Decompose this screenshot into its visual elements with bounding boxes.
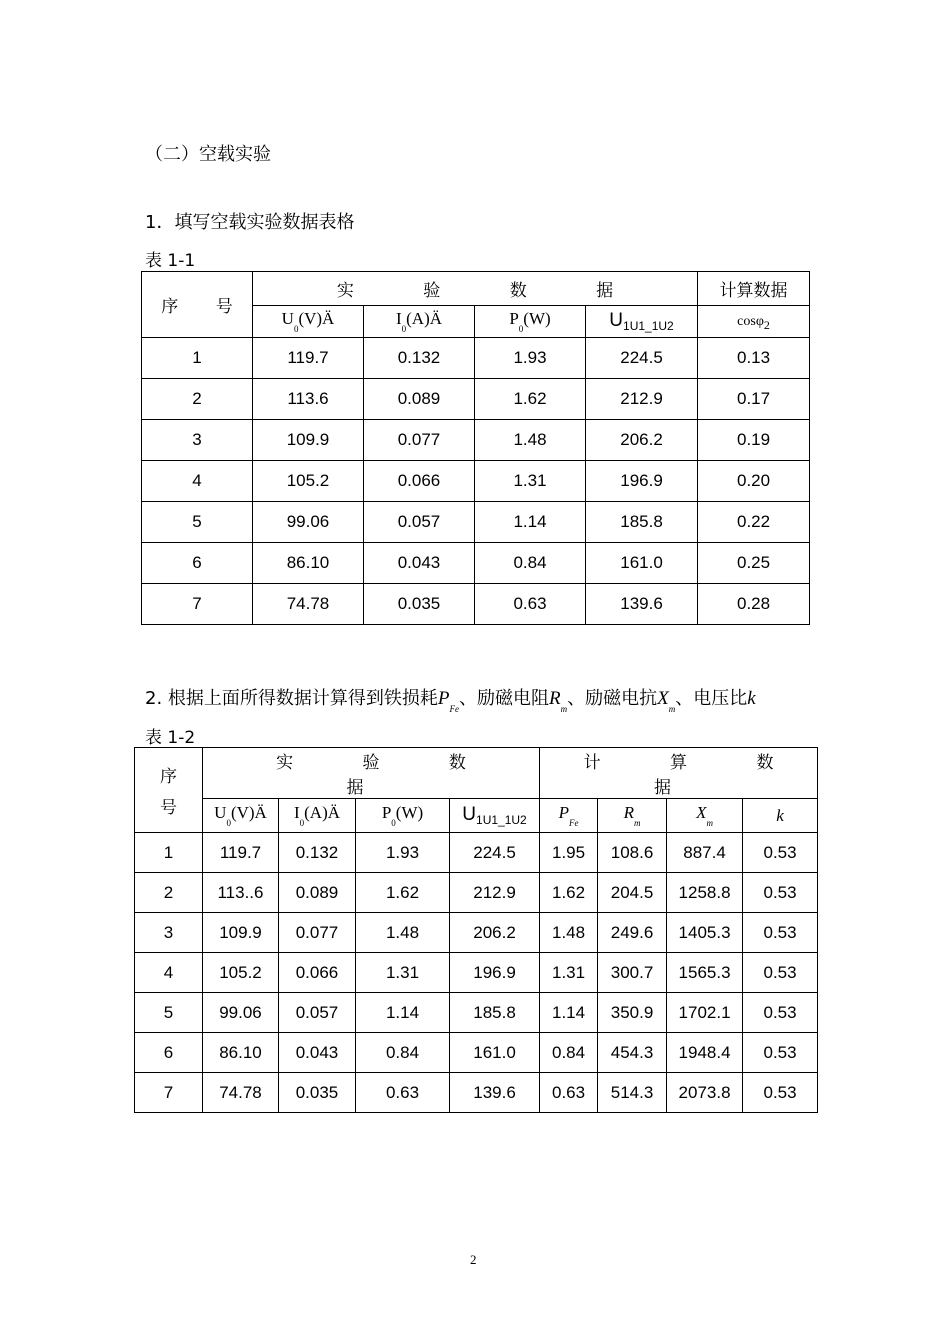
table-cell: 454.3 — [598, 1033, 667, 1073]
table-cell: 1.93 — [356, 833, 450, 873]
table-cell: 0.53 — [743, 953, 818, 993]
table-cell: 139.6 — [586, 584, 698, 625]
col-main: P — [381, 803, 392, 822]
table2-seq-2: 号 — [160, 798, 177, 818]
table-cell: 109.9 — [203, 913, 279, 953]
table2-col-k — [743, 799, 818, 833]
table-cell: 105.2 — [203, 953, 279, 993]
table2-col-headers — [135, 799, 818, 833]
table-cell: 0.066 — [279, 953, 356, 993]
table-cell: 1.31 — [475, 461, 586, 502]
row-index-cell: 7 — [142, 584, 253, 625]
col-unit: (A)Ä — [406, 309, 443, 328]
table-cell: 185.8 — [450, 993, 540, 1033]
item2-pfe: P — [437, 688, 450, 709]
table-cell: 1.31 — [356, 953, 450, 993]
table-cell: 74.78 — [203, 1073, 279, 1113]
col-unit: (V)Ä — [230, 803, 267, 822]
table2 — [134, 747, 818, 1113]
table-cell: 206.2 — [450, 913, 540, 953]
table-cell: 0.53 — [743, 833, 818, 873]
item2-sep1: 、励磁电阻 — [459, 688, 550, 709]
table-cell: 185.8 — [586, 502, 698, 543]
table-cell: 0.28 — [698, 584, 810, 625]
item1-title: 1．填写空载实验数据表格 — [145, 212, 355, 233]
col-unit: (W) — [523, 309, 551, 328]
row-index-cell: 2 — [135, 873, 203, 913]
row-index-cell: 5 — [135, 993, 203, 1033]
table-cell: 0.132 — [364, 338, 475, 379]
table2-group-calc-text: 计 算 数 据 — [583, 753, 806, 798]
table-cell: 1.48 — [475, 420, 586, 461]
table-cell: 0.53 — [743, 873, 818, 913]
table-cell: 0.057 — [364, 502, 475, 543]
col-main: P — [558, 803, 569, 822]
table-row — [135, 993, 818, 1033]
table-cell: 212.9 — [450, 873, 540, 913]
table-cell: 113..6 — [203, 873, 279, 913]
page-number: 2 — [470, 1252, 477, 1267]
item2-pfe-sub: Fe — [449, 704, 460, 714]
table2-group-calc — [540, 748, 818, 799]
col-main: U — [214, 803, 227, 822]
table1-group-exp-text: 实 验 数 据 — [336, 281, 646, 301]
section-title: （二）空载实验 — [145, 144, 271, 165]
table-cell: 0.089 — [279, 873, 356, 913]
table-row — [135, 1033, 818, 1073]
table2-col-pfe — [540, 799, 598, 833]
table-row — [142, 584, 810, 625]
col-sub: m — [633, 818, 641, 828]
table-cell: 0.089 — [364, 379, 475, 420]
row-index-cell: 6 — [135, 1033, 203, 1073]
table-cell: 300.7 — [598, 953, 667, 993]
table-cell: 1258.8 — [667, 873, 743, 913]
item2-prefix: 2. 根据上面所得数据计算得到铁损耗 — [145, 688, 438, 709]
table-cell: 0.22 — [698, 502, 810, 543]
table-cell: 224.5 — [450, 833, 540, 873]
table2-body — [135, 833, 818, 1113]
table1-col-u1u2 — [586, 306, 698, 338]
table-cell: 0.077 — [279, 913, 356, 953]
col-main: U — [609, 310, 624, 331]
table-cell: 0.19 — [698, 420, 810, 461]
col-sub: 0 — [401, 324, 407, 334]
col-sub: 0 — [293, 324, 299, 334]
col-unit: (W) — [395, 803, 424, 822]
col-main: I — [293, 803, 300, 822]
table2-seq-header — [135, 748, 203, 833]
col-main: k — [776, 805, 784, 825]
table-row — [142, 502, 810, 543]
table-row — [142, 338, 810, 379]
table-cell: 0.035 — [364, 584, 475, 625]
table-row — [135, 1073, 818, 1113]
table-cell: 1565.3 — [667, 953, 743, 993]
table-cell: 0.84 — [540, 1033, 598, 1073]
table-cell: 1.48 — [540, 913, 598, 953]
col-sub: m — [706, 818, 713, 828]
item2-k: k — [747, 688, 756, 709]
table-cell: 0.17 — [698, 379, 810, 420]
row-index-cell: 4 — [135, 953, 203, 993]
table2-col-xm — [667, 799, 743, 833]
row-index-cell: 1 — [135, 833, 203, 873]
table-cell: 0.066 — [364, 461, 475, 502]
table-cell: 224.5 — [586, 338, 698, 379]
table-cell: 109.9 — [253, 420, 364, 461]
table-cell: 196.9 — [450, 953, 540, 993]
table-cell: 86.10 — [203, 1033, 279, 1073]
table-row — [135, 833, 818, 873]
table-cell: 0.53 — [743, 1033, 818, 1073]
table-cell: 196.9 — [586, 461, 698, 502]
table-cell: 204.5 — [598, 873, 667, 913]
table-cell: 0.53 — [743, 1073, 818, 1113]
table-cell: 119.7 — [203, 833, 279, 873]
table-cell: 206.2 — [586, 420, 698, 461]
row-index-cell: 2 — [142, 379, 253, 420]
table1-col-p0 — [475, 306, 586, 338]
table-row — [142, 461, 810, 502]
table-cell: 0.043 — [279, 1033, 356, 1073]
item2-sep3: 、电压比 — [675, 688, 748, 709]
table-cell: 1.48 — [356, 913, 450, 953]
table-cell: 1.62 — [475, 379, 586, 420]
table-cell: 1.62 — [540, 873, 598, 913]
table-cell: 1948.4 — [667, 1033, 743, 1073]
item2-sep2: 、励磁电抗 — [567, 688, 658, 709]
table-cell: 350.9 — [598, 993, 667, 1033]
row-index-cell: 3 — [142, 420, 253, 461]
table2-group-exp-text: 实 验 数 据 — [276, 753, 498, 798]
table-cell: 0.84 — [475, 543, 586, 584]
col-sub: 0 — [226, 818, 231, 828]
row-index-cell: 4 — [142, 461, 253, 502]
col-sub: 0 — [518, 324, 524, 334]
col-main: R — [623, 803, 634, 822]
table1-col-cosphi — [698, 306, 810, 338]
table-cell: 1.14 — [475, 502, 586, 543]
item2-xm-sub: m — [668, 704, 676, 714]
row-index-cell: 3 — [135, 913, 203, 953]
table-cell: 0.132 — [279, 833, 356, 873]
table-cell: 0.53 — [743, 913, 818, 953]
table-cell: 1.93 — [475, 338, 586, 379]
item2-line — [145, 684, 756, 714]
table-cell: 74.78 — [253, 584, 364, 625]
table-cell: 0.63 — [540, 1073, 598, 1113]
col-main: U — [462, 804, 477, 825]
table-cell: 0.043 — [364, 543, 475, 584]
col-sub: 1U1_1U2 — [476, 813, 527, 827]
row-index-cell: 7 — [135, 1073, 203, 1113]
table1-body — [142, 338, 810, 625]
row-index-cell: 5 — [142, 502, 253, 543]
table-cell: 119.7 — [253, 338, 364, 379]
table-row — [142, 420, 810, 461]
col-sub: 1U1_1U2 — [623, 319, 674, 333]
col-main: P — [509, 309, 519, 328]
table-cell: 161.0 — [450, 1033, 540, 1073]
table1-col-i0 — [364, 306, 475, 338]
table-cell: 1.14 — [356, 993, 450, 1033]
col-sub: Fe — [568, 818, 579, 828]
table-cell: 86.10 — [253, 543, 364, 584]
table-cell: 99.06 — [203, 993, 279, 1033]
table1-seq-header — [142, 272, 253, 338]
table-cell: 249.6 — [598, 913, 667, 953]
table-cell: 0.53 — [743, 993, 818, 1033]
item2-rm: R — [549, 688, 561, 709]
table2-col-u1u2 — [450, 799, 540, 833]
table-cell: 0.057 — [279, 993, 356, 1033]
col-main: U — [281, 309, 294, 328]
table1-seq-header-text: 序 号 — [161, 297, 249, 317]
table-cell: 105.2 — [253, 461, 364, 502]
table1-group-calc: 计算数据 — [698, 272, 810, 306]
table-cell: 0.25 — [698, 543, 810, 584]
table-row — [142, 379, 810, 420]
table-cell: 0.035 — [279, 1073, 356, 1113]
table-cell: 161.0 — [586, 543, 698, 584]
table-cell: 0.84 — [356, 1033, 450, 1073]
col-main: I — [395, 309, 402, 328]
row-index-cell: 6 — [142, 543, 253, 584]
item2-xm: X — [657, 688, 669, 709]
table1-col-u0 — [253, 306, 364, 338]
col-main: X — [696, 803, 707, 822]
table-row — [135, 953, 818, 993]
table-cell: 139.6 — [450, 1073, 540, 1113]
table-cell: 99.06 — [253, 502, 364, 543]
table-cell: 113.6 — [253, 379, 364, 420]
table1-group-exp — [253, 272, 698, 306]
table2-group-exp — [203, 748, 540, 799]
table2-seq-1: 序 — [160, 767, 177, 787]
table-cell: 1405.3 — [667, 913, 743, 953]
table-cell: 0.13 — [698, 338, 810, 379]
table-cell: 0.077 — [364, 420, 475, 461]
table2-col-p0 — [356, 799, 450, 833]
col-sub: 0 — [299, 818, 305, 828]
table-cell: 1.62 — [356, 873, 450, 913]
table2-col-rm — [598, 799, 667, 833]
table1 — [141, 271, 810, 625]
table-cell: 1.14 — [540, 993, 598, 1033]
table-row — [142, 543, 810, 584]
col-unit: (V)Ä — [298, 309, 335, 328]
row-index-cell: 1 — [142, 338, 253, 379]
table-row — [135, 873, 818, 913]
col-sub: 0 — [391, 818, 396, 828]
table-cell: 108.6 — [598, 833, 667, 873]
table-cell: 887.4 — [667, 833, 743, 873]
table-cell: 1.31 — [540, 953, 598, 993]
item2-rm-sub: m — [560, 704, 568, 714]
table-cell: 0.20 — [698, 461, 810, 502]
table-cell: 212.9 — [586, 379, 698, 420]
col-unit: (A)Ä — [304, 803, 341, 822]
table-cell: 1.95 — [540, 833, 598, 873]
table-cell: 0.63 — [475, 584, 586, 625]
table-cell: 514.3 — [598, 1073, 667, 1113]
table-cell: 2073.8 — [667, 1073, 743, 1113]
table-cell: 0.63 — [356, 1073, 450, 1113]
table2-col-u0 — [203, 799, 279, 833]
col-main: cosφ — [737, 314, 764, 329]
table-cell: 1702.1 — [667, 993, 743, 1033]
table1-caption: 表 1-1 — [145, 251, 196, 271]
table2-caption: 表 1-2 — [145, 728, 196, 748]
table2-col-i0 — [279, 799, 356, 833]
table-row — [135, 913, 818, 953]
col-sub: 2 — [763, 318, 770, 332]
